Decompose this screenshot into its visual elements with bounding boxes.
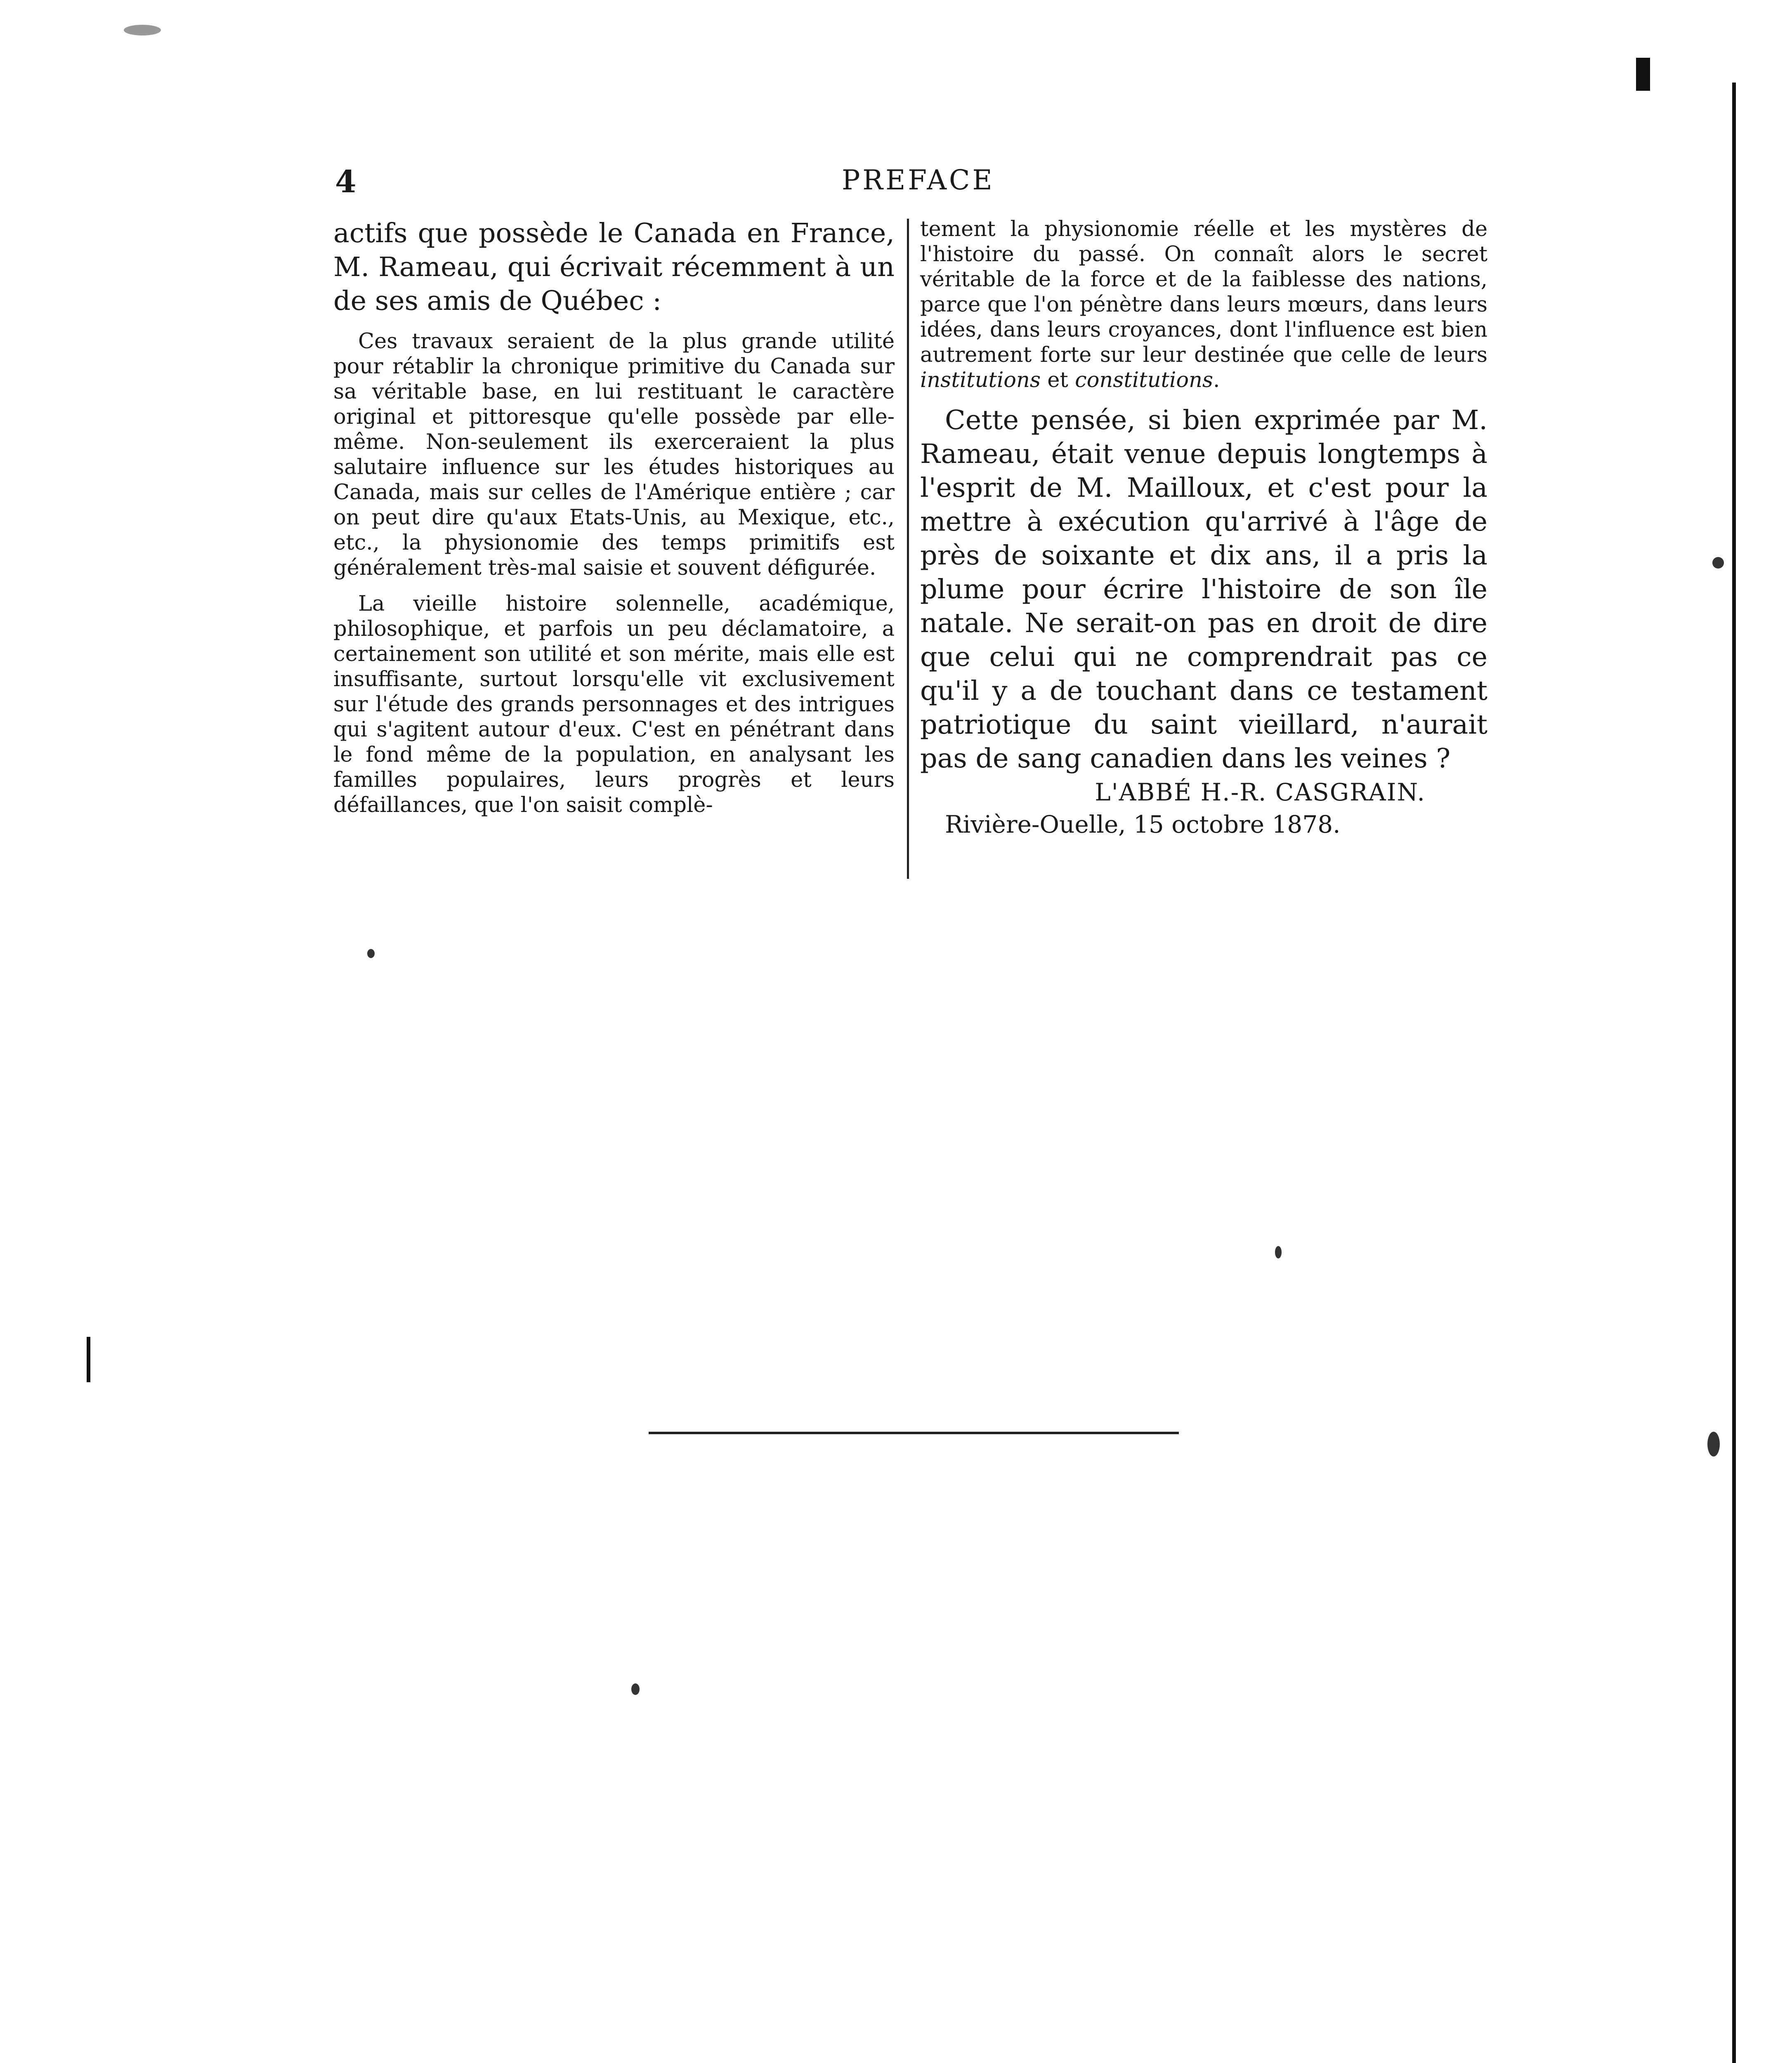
quote-paragraph-1: Ces travaux seraient de la plus grande utilité pour rétablir la chronique primitive du Canada sur sa véritable base, en lui restituant le caractère original et pittoresque qu'elle possède par elle-même. Non-seulement ils exerceraient la plus salutaire influence sur les études historiques au Canada, mais sur celles de l'Amérique entière ; car on peut dire qu'aux Etats-Unis, au Mexique, etc., etc., la physionomie des temps primitifs est généralement très-mal saisie et souvent défigurée.: [333, 329, 895, 580]
dateline: Rivière-Ouelle, 15 octobre 1878.: [945, 810, 1341, 838]
scan-speck: [1707, 1432, 1720, 1456]
page-number: 4: [335, 164, 357, 200]
end-rule: [649, 1432, 1179, 1434]
quote-paragraph-2: La vieille histoire solennelle, académique, philosophique, et parfois un peu déclamatoire, a certainement son utilité et son mérite, mais elle est insuffisante, surtout lorsqu'elle vit exclusivement sur l'étude des grands personnages et des intrigues qui s'agitent autour d'eux. C'est en pénétrant dans le fond même de la population, en analysant les familles populaires, leurs progrès et leurs défaillances, que l'on saisit complè-: [333, 592, 895, 817]
scan-speck: [124, 25, 161, 35]
scan-speck: [367, 949, 375, 958]
quote-continuation-text: tement la physionomie réelle et les mystères de l'histoire du passé. On connaît alors le secret véritable de la force et de la faiblesse des nations, parce que l'on pénètre dans leurs mœurs, dans leurs idées, dans leurs croyances, dont l'influence est bien autrement forte sur leur destinée que celle de leurs: [920, 217, 1487, 367]
left-column: [333, 217, 895, 818]
intro-paragraph: actifs que possède le Canada en France, M. Rameau, qui écrivait récemment à un de ses amis de Québec :: [333, 218, 895, 316]
scan-speck: [1275, 1246, 1282, 1258]
right-column: [920, 217, 1487, 840]
quote-continuation: [920, 217, 1487, 393]
scan-speck: [1712, 557, 1724, 569]
body-paragraph: Cette pensée, si bien exprimée par M. Rameau, était venue depuis longtemps à l'esprit de M. Mailloux, et c'est pour la mettre à exécution qu'arrivé à l'âge de près de soixante et dix ans, il a pris la plume pour écrire l'histoire de son île natale. Ne serait-on pas en droit de dire que celui qui ne comprendrait pas ce qu'il y a de touchant dans ce testament patriotique du saint vieillard, n'aurait pas de sang canadien dans les veines ?: [920, 405, 1487, 774]
signature: L'ABBÉ H.-R. CASGRAIN.: [1095, 778, 1426, 806]
quote-continuation-and: et: [1041, 368, 1075, 392]
italic-constitutions: constitutions: [1075, 368, 1214, 392]
scan-speck: [631, 1683, 640, 1695]
scan-edge-line: [1732, 83, 1736, 2063]
column-divider: [907, 219, 909, 879]
italic-institutions: institutions: [920, 368, 1041, 392]
scan-edge-mark: [1636, 58, 1650, 91]
running-head: PREFACE: [842, 164, 995, 196]
quote-continuation-end: .: [1213, 368, 1220, 392]
scan-edge-left-mark: [87, 1337, 90, 1382]
